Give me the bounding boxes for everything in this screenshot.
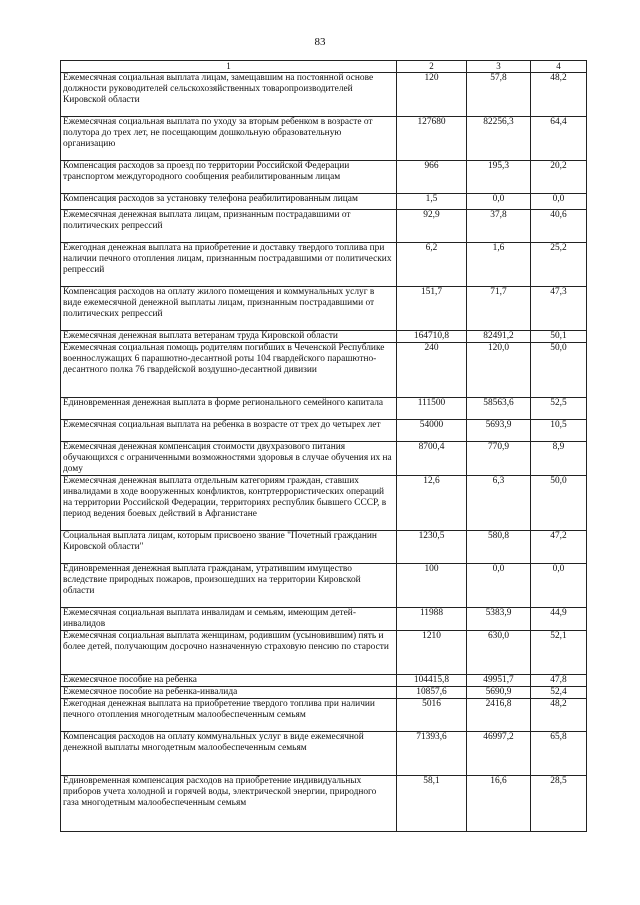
benefit-name-cell: Ежемесячная денежная компенсация стоимости двухразового питания обучающихся с ограниченными возможностями здоровья в случае обучения их на дому [61, 442, 397, 476]
column-4-value-cell: 0,0 [531, 564, 587, 608]
benefit-name-cell: Ежегодная денежная выплата на приобретение и доставку твердого топлива при наличии печного отопления лицам, признанным пострадавшими от политических репрессий [61, 243, 397, 287]
column-2-value-cell: 58,1 [397, 776, 467, 832]
column-header: 2 [397, 61, 467, 73]
column-3-value-cell: 1,6 [467, 243, 531, 287]
benefit-name-cell: Компенсация расходов на оплату жилого помещения и коммунальных услуг в виде ежемесячной денежной выплаты лицам, признанным пострадавшими от политических репрессий [61, 287, 397, 331]
benefit-name-cell: Ежемесячная денежная выплата ветеранам труда Кировской области [61, 331, 397, 343]
column-3-value-cell: 630,0 [467, 631, 531, 675]
benefit-name-cell: Единовременная денежная выплата гражданам, утратившим имущество вследствие природных пожаров, произошедших на территории Кировской области [61, 564, 397, 608]
column-header: 1 [61, 61, 397, 73]
column-4-value-cell: 48,2 [531, 699, 587, 732]
column-header: 4 [531, 61, 587, 73]
benefit-name-cell: Ежемесячное пособие на ребенка [61, 675, 397, 687]
column-3-value-cell: 580,8 [467, 531, 531, 564]
column-2-value-cell: 8700,4 [397, 442, 467, 476]
column-4-value-cell: 28,5 [531, 776, 587, 832]
benefit-name-cell: Единовременная денежная выплата в форме регионального семейного капитала [61, 398, 397, 420]
column-3-value-cell: 770,9 [467, 442, 531, 476]
benefit-name-cell: Ежемесячная социальная выплата лицам, замещавшим на постоянной основе должности руководителей сельскохозяйственных товаропроизводителей Кировской области [61, 73, 397, 117]
column-3-value-cell: 6,3 [467, 476, 531, 531]
column-2-value-cell: 164710,8 [397, 331, 467, 343]
table-row [61, 73, 587, 117]
column-2-value-cell: 6,2 [397, 243, 467, 287]
benefit-name-cell: Единовременная компенсация расходов на приобретение индивидуальных приборов учета холодной и горячей воды, электрической энергии, природного газа многодетным малообеспеченным семьям [61, 776, 397, 832]
column-3-value-cell: 0,0 [467, 194, 531, 210]
benefit-name-cell: Ежемесячная денежная выплата лицам, признанным пострадавшими от политических репрессий [61, 210, 397, 243]
table-row [61, 243, 587, 287]
benefit-name-cell: Ежемесячное пособие на ребенка-инвалида [61, 687, 397, 699]
benefits-table [60, 60, 587, 832]
column-4-value-cell: 52,4 [531, 687, 587, 699]
table-row [61, 675, 587, 687]
column-4-value-cell: 0,0 [531, 194, 587, 210]
benefit-name-cell: Ежемесячная социальная выплата инвалидам и семьям, имеющим детей-инвалидов [61, 608, 397, 631]
column-4-value-cell: 50,0 [531, 476, 587, 531]
column-3-value-cell: 5693,9 [467, 420, 531, 442]
column-2-value-cell: 104415,8 [397, 675, 467, 687]
table-row [61, 343, 587, 398]
column-3-value-cell: 195,3 [467, 161, 531, 194]
column-3-value-cell: 0,0 [467, 564, 531, 608]
column-3-value-cell: 57,8 [467, 73, 531, 117]
table-row [61, 210, 587, 243]
table-header-row [61, 61, 587, 73]
table-row [61, 442, 587, 476]
benefit-name-cell: Компенсация расходов за установку телефона реабилитированным лицам [61, 194, 397, 210]
column-3-value-cell: 58563,6 [467, 398, 531, 420]
column-3-value-cell: 120,0 [467, 343, 531, 398]
column-3-value-cell: 46997,2 [467, 732, 531, 776]
table-row [61, 194, 587, 210]
column-4-value-cell: 25,2 [531, 243, 587, 287]
column-3-value-cell: 49951,7 [467, 675, 531, 687]
column-2-value-cell: 1210 [397, 631, 467, 675]
column-2-value-cell: 111500 [397, 398, 467, 420]
column-2-value-cell: 71393,6 [397, 732, 467, 776]
column-2-value-cell: 100 [397, 564, 467, 608]
column-4-value-cell: 64,4 [531, 117, 587, 161]
table-row [61, 608, 587, 631]
column-3-value-cell: 5690,9 [467, 687, 531, 699]
table-row [61, 476, 587, 531]
benefit-name-cell: Ежемесячная социальная выплата женщинам, родившим (усыновившим) пять и более детей, получающим досрочно назначенную страховую пенсию по старости [61, 631, 397, 675]
table-row [61, 398, 587, 420]
table-row [61, 331, 587, 343]
column-2-value-cell: 92,9 [397, 210, 467, 243]
column-4-value-cell: 50,1 [531, 331, 587, 343]
column-4-value-cell: 52,5 [531, 398, 587, 420]
column-4-value-cell: 47,8 [531, 675, 587, 687]
benefit-name-cell: Ежемесячная денежная выплата отдельным категориям граждан, ставших инвалидами в ходе вооруженных конфликтов, контртеррористических операций на территории Российской Федерации, территориях республик бывшего СССР, в период ведения боевых действий в Афганистане [61, 476, 397, 531]
column-3-value-cell: 5383,9 [467, 608, 531, 631]
column-2-value-cell: 127680 [397, 117, 467, 161]
column-2-value-cell: 11988 [397, 608, 467, 631]
table-row [61, 161, 587, 194]
benefit-name-cell: Социальная выплата лицам, которым присвоено звание "Почетный гражданин Кировской области" [61, 531, 397, 564]
column-3-value-cell: 37,8 [467, 210, 531, 243]
column-2-value-cell: 54000 [397, 420, 467, 442]
table-row [61, 287, 587, 331]
column-4-value-cell: 40,6 [531, 210, 587, 243]
benefit-name-cell: Ежемесячная социальная выплата по уходу за вторым ребенком в возрасте от полутора до трех лет, не посещающим дошкольную образовательную организацию [61, 117, 397, 161]
table-row [61, 531, 587, 564]
column-2-value-cell: 1230,5 [397, 531, 467, 564]
column-2-value-cell: 120 [397, 73, 467, 117]
column-4-value-cell: 8,9 [531, 442, 587, 476]
column-header: 3 [467, 61, 531, 73]
column-4-value-cell: 44,9 [531, 608, 587, 631]
column-4-value-cell: 10,5 [531, 420, 587, 442]
table-row [61, 776, 587, 832]
column-2-value-cell: 12,6 [397, 476, 467, 531]
column-4-value-cell: 48,2 [531, 73, 587, 117]
table-row [61, 732, 587, 776]
table-row [61, 117, 587, 161]
table-row [61, 420, 587, 442]
table-row [61, 687, 587, 699]
column-2-value-cell: 966 [397, 161, 467, 194]
column-4-value-cell: 47,3 [531, 287, 587, 331]
column-2-value-cell: 151,7 [397, 287, 467, 331]
column-4-value-cell: 50,0 [531, 343, 587, 398]
table-row [61, 631, 587, 675]
benefit-name-cell: Ежемесячная социальная помощь родителям погибших в Чеченской Республике военнослужащих 6 парашютно-десантной роты 104 гвардейского парашютно-десантного полка 76 гвардейской воздушно-десантной дивизии [61, 343, 397, 398]
table-row [61, 699, 587, 732]
benefit-name-cell: Компенсация расходов на оплату коммунальных услуг в виде ежемесячной денежной выплаты многодетным малообеспеченным семьям [61, 732, 397, 776]
benefit-name-cell: Компенсация расходов за проезд по территории Российской Федерации транспортом междугородного сообщения реабилитированным лицам [61, 161, 397, 194]
column-3-value-cell: 16,6 [467, 776, 531, 832]
column-4-value-cell: 47,2 [531, 531, 587, 564]
column-2-value-cell: 5016 [397, 699, 467, 732]
table-row [61, 564, 587, 608]
column-2-value-cell: 10857,6 [397, 687, 467, 699]
column-3-value-cell: 71,7 [467, 287, 531, 331]
column-3-value-cell: 2416,8 [467, 699, 531, 732]
column-4-value-cell: 52,1 [531, 631, 587, 675]
column-2-value-cell: 240 [397, 343, 467, 398]
column-4-value-cell: 65,8 [531, 732, 587, 776]
column-2-value-cell: 1,5 [397, 194, 467, 210]
column-3-value-cell: 82256,3 [467, 117, 531, 161]
benefit-name-cell: Ежегодная денежная выплата на приобретение твердого топлива при наличии печного отопления многодетным малообеспеченным семьям [61, 699, 397, 732]
column-3-value-cell: 82491,2 [467, 331, 531, 343]
benefit-name-cell: Ежемесячная социальная выплата на ребенка в возрасте от трех до четырех лет [61, 420, 397, 442]
column-4-value-cell: 20,2 [531, 161, 587, 194]
page-number: 83 [314, 36, 326, 48]
